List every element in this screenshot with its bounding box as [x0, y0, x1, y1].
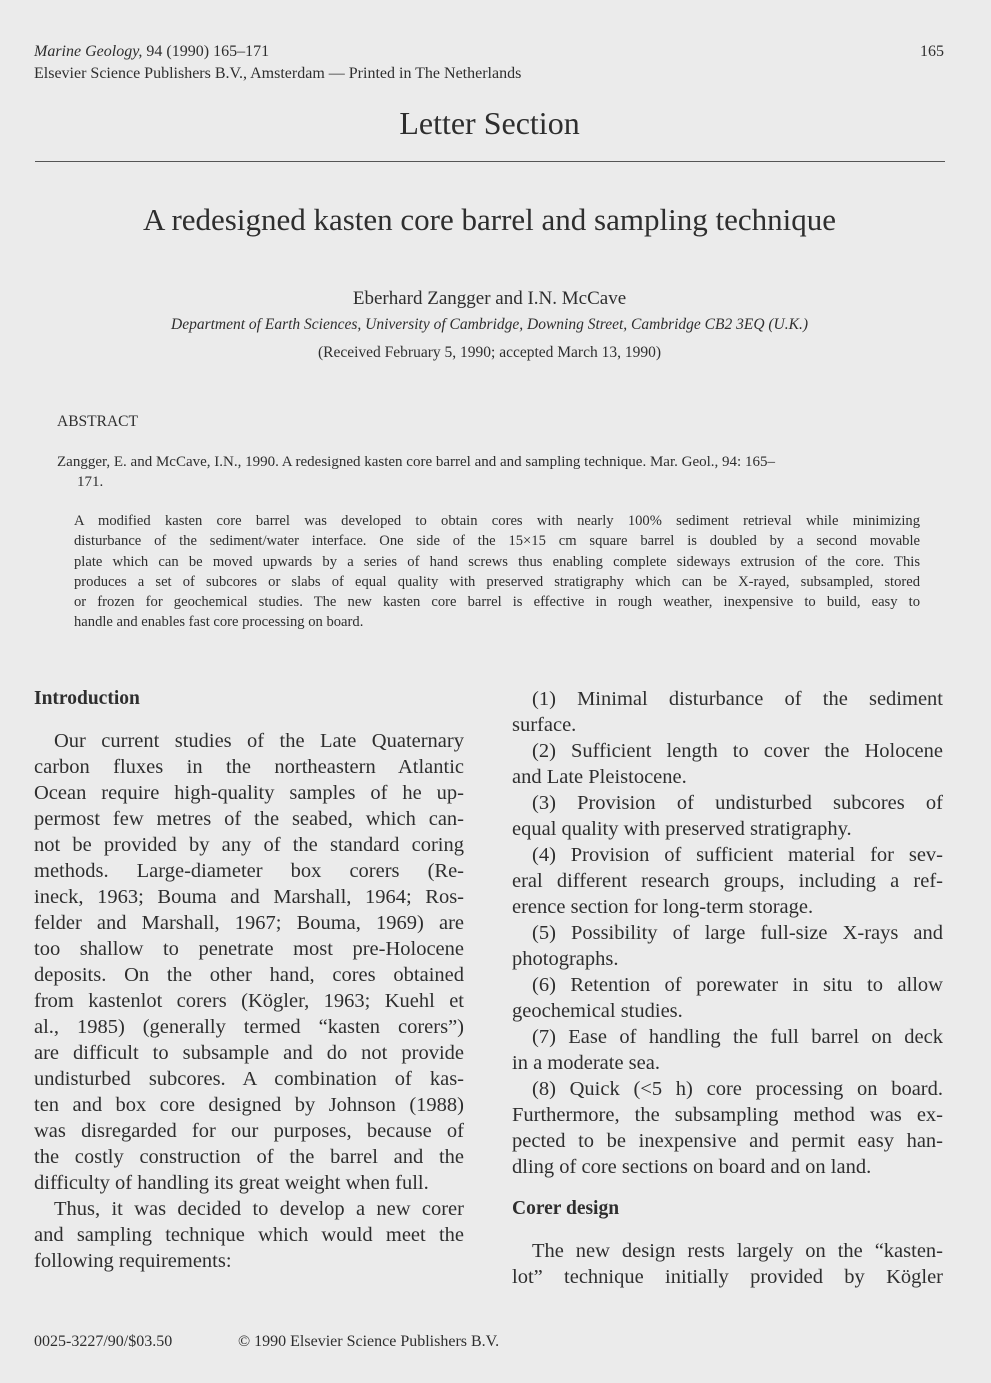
- spacer: [512, 1222, 943, 1238]
- abstract-line: handle and enables fast core processing on board.: [74, 614, 364, 631]
- paragraph-line: Ocean require high-quality samples of he up-: [34, 782, 464, 804]
- paragraph-line: and sampling technique which would meet the: [34, 1224, 464, 1246]
- header-rule: [35, 161, 945, 162]
- paragraph-line: not be provided by any of the standard coring: [34, 834, 464, 856]
- paragraph-line: ten and box core designed by Johnson (1988): [34, 1094, 464, 1116]
- article-title: A redesigned kasten core barrel and sampling technique: [143, 202, 836, 237]
- requirement-line: (3) Provision of undisturbed subcores of: [532, 792, 943, 814]
- introduction-paragraph-1: [34, 728, 464, 1196]
- paragraph-line: difficulty of handling its great weight when full.: [34, 1172, 429, 1194]
- introduction-heading: Introduction: [34, 688, 140, 709]
- abstract-heading: ABSTRACT: [57, 413, 138, 430]
- abstract-body: [74, 511, 920, 633]
- abstract-citation: [57, 452, 923, 492]
- requirement-line: surface.: [512, 714, 577, 736]
- requirement-line: eral different research groups, including a ref-: [512, 870, 943, 892]
- requirement-line: (6) Retention of porewater in situ to allow: [532, 974, 943, 996]
- requirement-line: equal quality with preserved stratigraphy.: [512, 818, 852, 840]
- paragraph-line: from kastenlot corers (Kögler, 1963; Kuehl et: [34, 990, 464, 1012]
- paragraph-line: was disregarded for our purposes, because of: [34, 1120, 464, 1142]
- corer-design-heading: Corer design: [512, 1198, 620, 1219]
- abstract-line: disturbance of the sediment/water interface. One side of the 15×15 cm square barrel is doubled by a second movable: [74, 533, 920, 550]
- citation-line: Zangger, E. and McCave, I.N., 1990. A redesigned kasten core barrel and and sampling technique. Mar. Geol., 94: 165–: [57, 454, 775, 470]
- abstract-line: plate which can be moved upwards by a series of hand screws thus enabling complete sideways extrusion of the core. This: [74, 553, 920, 570]
- paragraph-line: methods. Large-diameter box corers (Re-: [34, 860, 464, 882]
- spacer: [512, 1180, 943, 1196]
- requirement-line: geochemical studies.: [512, 1000, 683, 1022]
- paragraph-line: following requirements:: [34, 1250, 232, 1272]
- paragraph-line: undisturbed subcores. A combination of kas-: [34, 1068, 464, 1090]
- journal-volume: 94 (1990) 165–171: [142, 43, 270, 60]
- requirement-line: erence section for long-term storage.: [512, 896, 814, 918]
- right-column: [512, 686, 943, 1290]
- requirement-line: (5) Possibility of large full-size X-rays and: [532, 922, 943, 944]
- paragraph-line: The new design rests largely on the “kasten-: [532, 1240, 943, 1262]
- article-authors: Eberhard Zangger and I.N. McCave: [352, 288, 627, 309]
- page-number: 165: [920, 43, 944, 60]
- paragraph-line: Thus, it was decided to develop a new corer: [54, 1198, 464, 1220]
- corer-design-paragraph: [512, 1238, 943, 1290]
- article-received-dates: (Received February 5, 1990; accepted March 13, 1990): [317, 344, 662, 361]
- introduction-paragraph-2: [34, 1196, 464, 1274]
- footer-copyright: © 1990 Elsevier Science Publishers B.V.: [238, 1333, 500, 1350]
- requirement-line: (4) Provision of sufficient material for sev-: [532, 844, 943, 866]
- requirement-line: photographs.: [512, 948, 619, 970]
- footer-issn-price: 0025-3227/90/$03.50: [34, 1333, 173, 1350]
- journal-citation: [34, 42, 269, 62]
- paragraph-line: carbon fluxes in the northeastern Atlantic: [34, 756, 464, 778]
- requirement-line: pected to be inexpensive and permit easy han-: [512, 1130, 943, 1152]
- paragraph-line: felder and Marshall, 1967; Bouma, 1969) are: [34, 912, 464, 934]
- requirement-line: dling of core sections on board and on land.: [512, 1156, 872, 1178]
- publisher-line: Elsevier Science Publishers B.V., Amsterdam — Printed in The Netherlands: [34, 65, 522, 82]
- paragraph-line: permost few metres of the seabed, which can-: [34, 808, 464, 830]
- abstract-line: or frozen for geochemical studies. The new kasten core barrel is effective in rough weather, inexpensive to build, easy to: [74, 594, 920, 611]
- requirement-line: (8) Quick (<5 h) core processing on board.: [532, 1078, 943, 1100]
- paragraph-line: al., 1985) (generally termed “kasten corers”): [34, 1016, 464, 1038]
- paragraph-line: ineck, 1963; Bouma and Marshall, 1964; Ros-: [34, 886, 464, 908]
- requirements-list: [512, 686, 943, 1180]
- paragraph-line: are difficult to subsample and do not provide: [34, 1042, 464, 1064]
- journal-name: Marine Geology,: [34, 43, 143, 60]
- section-title: Letter Section: [399, 105, 580, 141]
- abstract-line: A modified kasten core barrel was developed to obtain cores with nearly 100% sediment retrieval while minimizing: [74, 513, 920, 529]
- requirement-line: in a moderate sea.: [512, 1052, 660, 1074]
- requirement-line: (2) Sufficient length to cover the Holocene: [532, 740, 943, 762]
- spacer: [34, 712, 464, 728]
- paragraph-line: Our current studies of the Late Quaternary: [54, 730, 464, 752]
- requirement-line: (7) Ease of handling the full barrel on deck: [532, 1026, 943, 1048]
- requirement-line: Furthermore, the subsampling method was ex-: [512, 1104, 943, 1126]
- paragraph-line: the costly construction of the barrel and the: [34, 1146, 464, 1168]
- paragraph-line: lot” technique initially provided by Kögler: [512, 1266, 943, 1288]
- requirement-line: (1) Minimal disturbance of the sediment: [532, 688, 943, 710]
- left-column: [34, 686, 464, 1274]
- citation-line: 171.: [77, 474, 104, 490]
- requirement-line: and Late Pleistocene.: [512, 766, 687, 788]
- abstract-line: produces a set of subcores or slabs of equal quality with preserved stratigraphy which can be X-rayed, subsampled, stored: [74, 573, 920, 590]
- paragraph-line: too shallow to penetrate most pre-Holocene: [34, 938, 464, 960]
- article-affiliation: Department of Earth Sciences, University of Cambridge, Downing Street, Cambridge CB2 3EQ (U.K.): [171, 316, 808, 333]
- paragraph-line: deposits. On the other hand, cores obtained: [34, 964, 464, 986]
